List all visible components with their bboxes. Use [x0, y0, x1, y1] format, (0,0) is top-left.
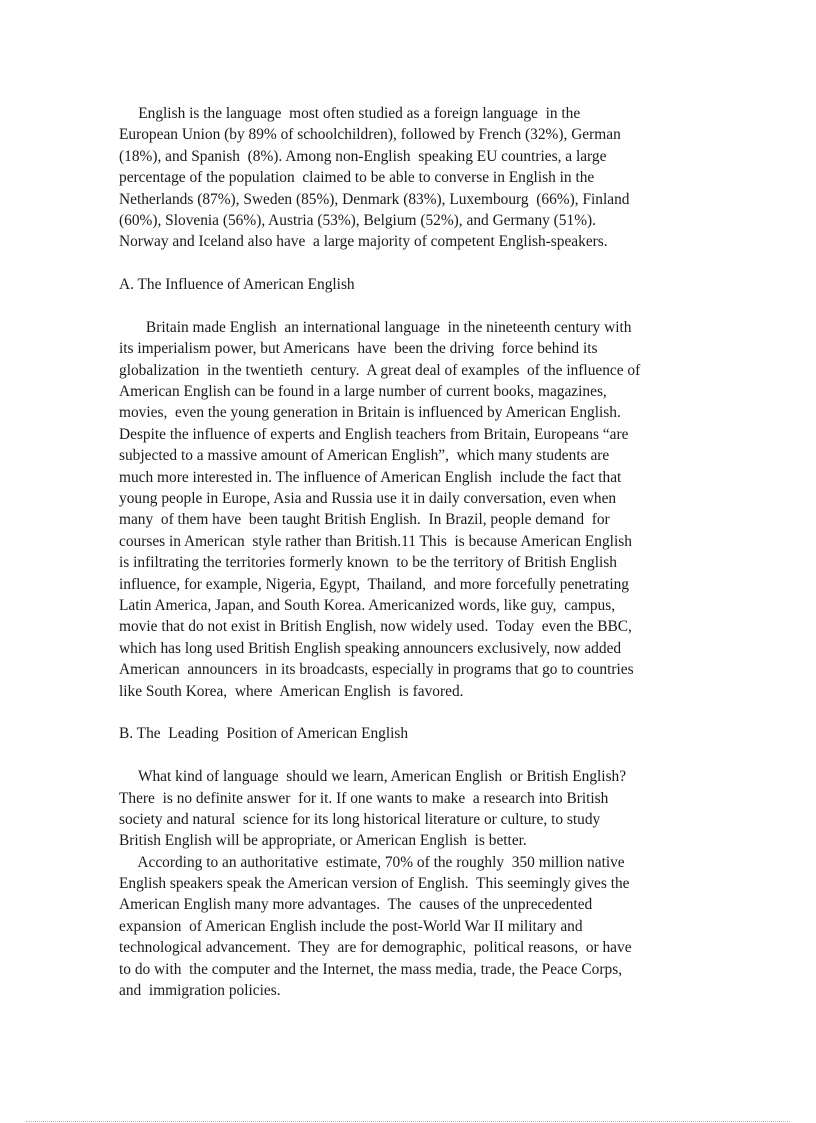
text-line: American announcers in its broadcasts, especially in programs that go to countries — [119, 661, 634, 679]
text-line: technological advancement. They are for demographic, political reasons, or have — [119, 939, 632, 957]
text-line: According to an authoritative estimate, 70% of the roughly 350 million native — [119, 853, 625, 871]
text-line: Netherlands (87%), Sweden (85%), Denmark (83%), Luxembourg (66%), Finland — [119, 190, 630, 208]
text-line: society and natural science for its long historical literature or culture, to study — [119, 810, 601, 828]
text-line: English speakers speak the American version of English. This seemingly gives the — [119, 875, 630, 893]
paragraph-influence — [119, 317, 699, 702]
text-line: young people in Europe, Asia and Russia use it in daily conversation, even when — [119, 490, 617, 508]
text-line: (60%), Slovenia (56%), Austria (53%), Belgium (52%), and Germany (51%). — [119, 211, 596, 229]
text-line: is infiltrating the territories formerly known to be the territory of British English — [119, 554, 617, 572]
text-line: Despite the influence of experts and English teachers from Britain, Europeans “are — [119, 425, 629, 443]
paragraph-native-speakers — [119, 852, 699, 1002]
section-heading-b: B. The Leading Position of American English — [119, 725, 409, 743]
text-line: globalization in the twentieth century. A great deal of examples of the influence of — [119, 361, 641, 379]
document-body — [119, 103, 699, 1001]
text-line: influence, for example, Nigeria, Egypt, Thailand, and more forcefully penetrating — [119, 575, 629, 593]
text-line: American English many more advantages. The causes of the unprecedented — [119, 896, 593, 914]
text-line: many of them have been taught British English. In Brazil, people demand for — [119, 511, 610, 529]
text-line: like South Korea, where American English is favored. — [119, 682, 464, 700]
text-line: Latin America, Japan, and South Korea. Americanized words, like guy, campus, — [119, 596, 616, 614]
text-line: courses in American style rather than British.11 This is because American English — [119, 532, 632, 550]
text-line: (18%), and Spanish (8%). Among non-English speaking EU countries, a large — [119, 147, 607, 165]
paragraph-eu-language-study — [119, 103, 699, 253]
text-line: much more interested in. The influence of American English include the fact that — [119, 468, 622, 486]
text-line: European Union (by 89% of schoolchildren), followed by French (32%), German — [119, 126, 621, 144]
spacer — [119, 296, 699, 317]
text-line: English is the language most often studied as a foreign language in the — [119, 105, 581, 122]
text-line: American English can be found in a large number of current books, magazines, — [119, 383, 607, 401]
text-line: movies, even the young generation in Britain is influenced by American English. — [119, 404, 621, 422]
spacer — [119, 253, 699, 274]
text-line: which has long used British English speaking announcers exclusively, now added — [119, 639, 622, 657]
text-line: Norway and Iceland also have a large majority of competent English-speakers. — [119, 233, 608, 251]
text-line: What kind of language should we learn, American English or British English? — [119, 768, 627, 786]
text-line: to do with the computer and the Internet, the mass media, trade, the Peace Corps, — [119, 960, 623, 978]
text-line: movie that do not exist in British English, now widely used. Today even the BBC, — [119, 618, 632, 636]
text-line: expansion of American English include the post-World War II military and — [119, 917, 583, 935]
spacer — [119, 745, 699, 766]
text-line: Britain made English an international language in the nineteenth century with — [119, 318, 632, 336]
text-line: subjected to a massive amount of American English”, which many students are — [119, 447, 610, 465]
spacer — [119, 702, 699, 723]
text-line: its imperialism power, but Americans have been the driving force behind its — [119, 340, 598, 358]
text-line: percentage of the population claimed to be able to converse in English in the — [119, 169, 595, 187]
page-bottom-divider — [26, 1121, 790, 1122]
text-line: There is no definite answer for it. If one wants to make a research into British — [119, 789, 609, 807]
text-line: and immigration policies. — [119, 982, 281, 1000]
text-line: British English will be appropriate, or American English is better. — [119, 832, 527, 850]
paragraph-what-to-learn — [119, 766, 699, 852]
section-heading-a: A. The Influence of American English — [119, 276, 355, 294]
